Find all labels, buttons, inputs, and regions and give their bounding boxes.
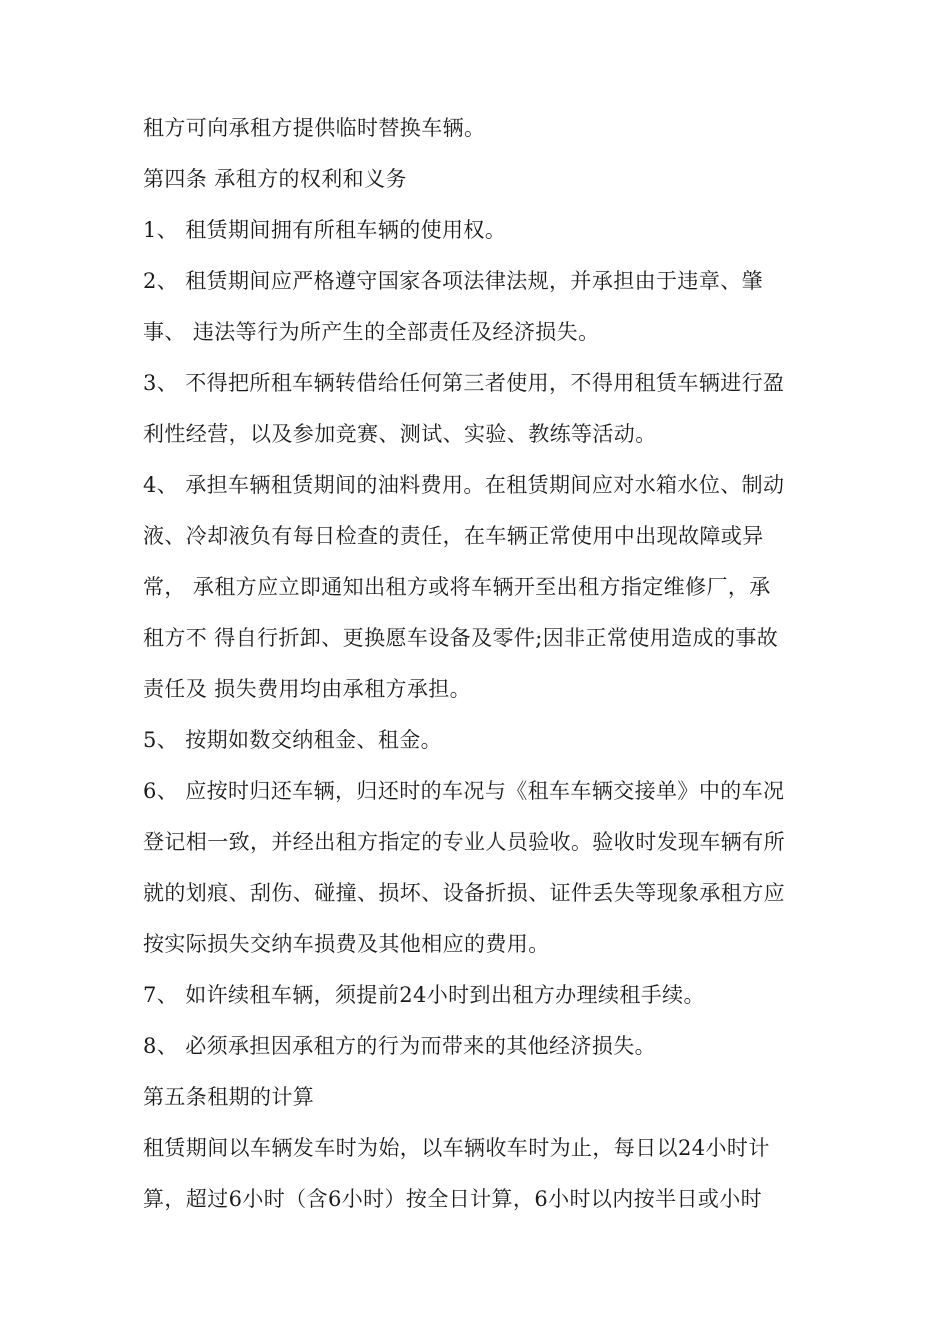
text-line: 3、 不得把所租车辆转借给任何第三者使用，不得用租赁车辆进行盈 — [143, 371, 785, 395]
text-line: 责任及 损失费用均由承租方承担。 — [143, 677, 472, 701]
text-line: 6、 应按时归还车辆，归还时的车况与《租车车辆交接单》中的车况 — [143, 779, 785, 803]
text-line: 租方不 得自行折卸、更换愿车设备及零件;因非正常使用造成的事故 — [143, 626, 779, 650]
text-line: 算，超过6小时（含6小时）按全日计算，6小时以内按半日或小时 — [143, 1187, 763, 1211]
section-heading: 第四条 承租方的权利和义务 — [143, 167, 407, 191]
text-line: 8、 必须承担因承租方的行为而带来的其他经济损失。 — [143, 1034, 657, 1058]
text-line: 就的划痕、刮伤、碰撞、损坏、设备折损、证件丢失等现象承租方应 — [143, 881, 785, 905]
text-line: 租方可向承租方提供临时替换车辆。 — [143, 116, 486, 140]
text-line: 登记相一致，并经出租方指定的专业人员验收。验收时发现车辆有所 — [143, 830, 785, 854]
text-line: 1、 租赁期间拥有所租车辆的使用权。 — [143, 218, 507, 242]
text-line: 4、 承担车辆租赁期间的油料费用。在租赁期间应对水箱水位、制动 — [143, 473, 785, 497]
text-line: 常， 承租方应立即通知出租方或将车辆开至出租方指定维修厂，承 — [143, 575, 771, 599]
text-line: 租赁期间以车辆发车时为始，以车辆收车时为止，每日以24小时计 — [143, 1136, 770, 1160]
text-line: 事、 违法等行为所产生的全部责任及经济损失。 — [143, 320, 600, 344]
text-line: 2、 租赁期间应严格遵守国家各项法律法规，并承担由于违章、肇 — [143, 269, 764, 293]
section-heading: 第五条租期的计算 — [143, 1085, 315, 1109]
text-line: 7、 如许续租车辆，须提前24小时到出租方办理续租手续。 — [143, 983, 705, 1007]
text-line: 液、冷却液负有每日检查的责任，在车辆正常使用中出现故障或异 — [143, 524, 764, 548]
text-line: 按实际损失交纳车损费及其他相应的费用。 — [143, 932, 550, 956]
text-line: 5、 按期如数交纳租金、租金。 — [143, 728, 443, 752]
document-body — [143, 103, 823, 1225]
text-line: 利性经营，以及参加竞赛、测试、实验、教练等活动。 — [143, 422, 657, 446]
